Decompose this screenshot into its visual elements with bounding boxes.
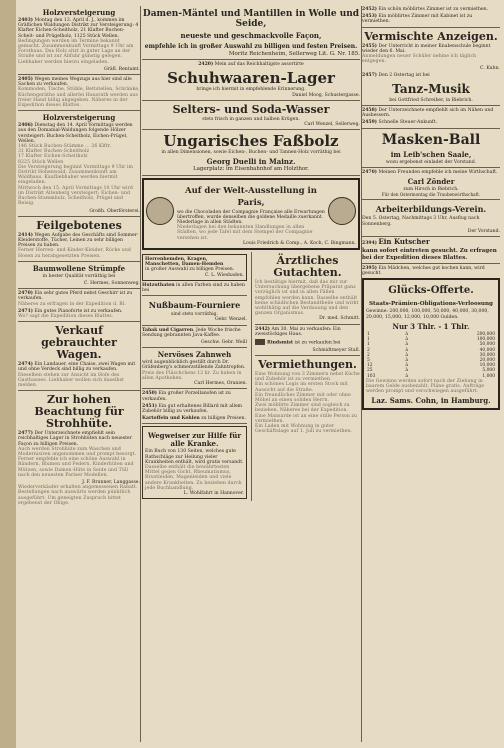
lottery-amount: 50,000 — [479, 342, 495, 348]
sale-body: 2414) Wegen Aufgabe des Geschäfts sind Sommer-Kleiderstoffe, Tücher, Leinen zu sehr billigen Preisen zu haben. Ferner Herren- und Kinder-Kleider, Röcke und Hosen zu herabgesetzten Preisen. — [18, 232, 139, 259]
lottery-count: 2 — [367, 352, 370, 358]
lottery-row: 1 à 50,000 — [367, 342, 495, 348]
shoes-title: Schuhwaaren-Lager — [167, 69, 335, 88]
lottery-row: 25 à 5,000 — [367, 368, 495, 374]
lottery-count: 1 — [367, 342, 370, 348]
medal-icon — [328, 197, 356, 225]
lottery-count: 25 — [367, 368, 373, 374]
page-spine — [0, 0, 16, 748]
paris-exhibition-ad: Auf der Welt-Ausstellung in Paris, wo die Chocoladen der Compagnie Française alle Erwartungen übertroffen, wurde denselben die goldene Medaille zuerkannt. Niederlage in allen Städten. Niederlagen bei den bekannten Handlungen in allen Städten, wo jede Tafel mit dem Stempel der Compagnie versehen ist. Louis Friedrich & Comp., A. Koch, C. Bingmann. — [142, 178, 360, 250]
column-2: Damen-Mäntel und Mantillen in Wolle und Seide, neueste und geschmackvolle Façon, empfehle ich in großer Auswahl zu billigen und festen Preisen. Moritz Reichenheim, Sellerweg Lit. G. Nr. 185. 2420) Mein auf das Reichhaltigste assortirte Schuhwaaren-Lager bringe ich hiermit in empfehlende Erinnerung. Daniel Moog, Schustergasse. Selters- und Soda-Wasser stets frisch in ganzen und halben Krügen. Carl Wenzel, Sellerweg. Ungarisches Faßbolz in allen Dimensionen, sowie Eichen-, Buchen- und Tannen-Holz vorräthig bei Georg Duelli in Mainz. Lagerplatz: im Eisenbahnhof am Holzthor. Auf der Welt-Ausstellung in Paris, wo die Chocoladen der Compagnie Française alle Erwartungen übertroffen, wurde denselben die goldene Medaille zuerkannt. Niederlage in allen Städten. Niederlagen bei den bekannten Handlungen in allen Städten, wo jede Tafel mit dem Stempel der Compagnie versehen ist. Louis Friedrich & Comp., A. Koch, C. Bingmann. Herrenhemden, Kragen, Manschetten, Damen-Hemden in großer Auswahl zu billigen Preisen. C. L. Wiesbaden. Hutzuthaten in allen Farben sind zu haben bei Nußbaum-Fourniere sind stets vorräthig. Gebr. Wenzel. Tabak und Cigarren. Jede Woche frische Sendung gebrannten Java-Kaffee. Geschw. Gebr. Weill Nervöses Zahnweh wird augenblicklich gestillt durch Dr. Gräfenberg's schmerzstillende Zahntropfen. Preis des Fläschchens 12 kr. Zu haben in allen Apotheken. Carl Hermes, Oranien. 2450) Ein großer Porzellanofen ist zu verkaufen. 2451) Ein gut erhaltenes Billard mit allem Zubehör billig zu verkaufen. Kartoffeln und Kohlen zu billigen Preisen. Wegweiser zur Hilfe für alle Kranke. Ein Buch von 130 Seiten, welches gute Rathschläge zur Heilung vieler Krankheiten enthält, wird gratis versandt. Dasselbe enthält die bewährtesten Mittel gegen Gicht, Rheumatismus, Brustleiden, Magenleiden und viele andere Krankheiten. Zu beziehen durch jede Buchhandlung. L. Wohlfahrt in Hannover. Ärztliches Gutachten. Ich bestätige hiermit, daß das mir zur Untersuchung übergebene Präparat ganz vorzüglich ist und in allen Fällen empfohlen werden kann. Dasselbe enthält keine schädlichen Bestandtheile und wirkt wohlthätig auf die Verdauung und den ganzen Organismus. Dr. med. Schmitt. 2442) Am 30. Mai zu verkaufen: Ein zweistöckiges Haus. Rindsmist ist zu verkaufen bei Schmidtmeyer Stall. Vermiethungen. Eine Wohnung von 3 Zimmern nebst Küche und Zubehör ist zu vermiethen. Ein schönes Logis im ersten Stock mit Aussicht auf die Straße. Ein freundliches Zimmer mit oder ohne Möbel an einen soliden Herrn. Zwei möblirte Zimmer sind sogleich zu beziehen. Näheres bei der Expedition. Eine Mansarde ist an eine stille Person zu vermiethen. Ein Laden mit Wohnung in guter Geschäftslage auf 1. Juli zu vermiethen. — [142, 6, 360, 742]
auction-1-body: 2403) Montag den 13. April d. J., kommen im Gräflichen Waldungen Distrikt zur Versteigerung: 4 Klafter Eichen-Scheitholz, 21 Klafter Buchen-Scheit- und Prügelholz, 1125 Stück Wellen. Bedingungen werden im Termine bekannt gemacht. Zusammenkunft Vormittags 9 Uhr am Forsthaus. Das Holz sitzt in guter Lage an der Straße und ist zur Abfuhr günstig gelegen. Liebhaber werden hierzu eingeladen. — [18, 18, 139, 65]
heading-mixed: Vermischte Anzeigen. — [364, 29, 498, 43]
water-title: Selters- und Soda-Wasser — [172, 102, 330, 116]
pointing-hand-icon — [255, 339, 265, 345]
notice-2405: 2405) Wegen meines Wegzugs aus hier sind alle Sachen zu verkaufen. Kommoden, Tische, Stühle, Bettstellen, Schränke, Küchengeräthe und allerlei Hausrath werden aus freier Hand billig abgegeben. Näheres in der Expedition dieses Blattes. — [18, 77, 140, 109]
column-3: 2452) Ein schön möblirtes Zimmer ist zu vermiethen. 2453) Ein möblirtes Zimmer mit Kabinet ist zu vermiethen. Vermischte Anzeigen. 2455) Der Unterricht in meiner Knabenschule beginnt wieder den 6. Mai. Anmeldungen neuer Schüler nehme ich täglich entgegen. C. Kuhn. 2457) Den 2 Ostertag ist bei Tanz-Musik bei Gottfried Schreiber, in Biebrich. 2458) Der Unterzeichnete empfiehlt sich im Nähen und Ausbessern. 2459) Schnelle Steuer-Ankunft. Masken-Ball im Leib'schen Saale, wozu ergebenst einladet der Vorstand. 2470) Meinen Freunden empfehle ich meine Wirthschaft. Carl Zönder zum Hirsch in Biebrich. Für den Ostermontag die Traubenwirthschaft. Arbeiterbildungs-Verein. Den 5. Ostertag, Nachmittags 3 Uhr, Ausflug nach Sonnenberg. Der Vorstand. 2394) Ein Kutscher kann sofort eintreten gesucht. Zu erfragen bei der Expedition dieses Blattes. 2395) Ein Mädchen, welches gut kochen kann, wird gesucht. Glücks-Offerte. Staats-Prämien-Obligations-Verloosung Gewinne: 200,000, 100,000, 50,000, 40,000, 30,000, 20,000, 15,000, 12,000, 10,000 Gulden. Nur 3 Thlr. - 1 Thlr. 1 à 200,000 1 à 100,000 1 à 50,000 2 à 40,000 2 à 30,000 5 à 20,000 12 à 10,000 25 à 5,000 103 à 1,000 Die Gewinne werden sofort nach der Ziehung in baarem Gelde ausbezahlt. Pläne gratis. Aufträge werden prompt und verschwiegen ausgeführt. Laz. Sams. Cohn, in Hamburg. — [362, 6, 500, 742]
lottery-amount: 20,000 — [479, 357, 495, 363]
lottery-amount: 40,000 — [479, 347, 495, 353]
mantle-ad-line-3: empfehle ich in großer Auswahl zu billigen und festen Preisen. — [144, 43, 358, 50]
heading-auction-1: Holzversteigerung — [42, 8, 116, 17]
medal-icon — [146, 197, 174, 225]
lottery-amount: 5,000 — [482, 368, 495, 374]
lottery-row: 1 à 200,000 — [367, 331, 495, 337]
heading-straw-hats: Zur hohen Beachtung für Strohhüte. — [34, 393, 124, 431]
heading-for-sale: Feilgebotenes — [36, 218, 122, 232]
masked-ball-title: Masken-Ball — [381, 131, 481, 148]
cask-wood-title: Ungarisches Faßbolz — [163, 132, 339, 151]
workers-association-title: Arbeiterbildungs-Verein. — [375, 204, 487, 215]
heading-auction-2: Holzversteigerung — [42, 113, 116, 123]
notice-2471: 2471) Ein gutes Pianoforte ist zu verkaufen. Wo? sagt die Expedition dieses Blattes. — [18, 308, 123, 319]
lottery-row: 2 à 30,000 — [367, 352, 495, 358]
lottery-amount: 100,000 — [476, 337, 495, 343]
health-guide-ad: Wegweiser zur Hilfe für alle Kranke. Ein Buch von 130 Seiten, welches gute Rathschläge zur Heilung vieler Krankheiten enthält, wird gratis versandt. Dasselbe enthält die bewährtesten Mittel gegen Gicht, Rheumatismus, Brustleiden, Magenleiden und viele andere Krankheiten. Zu beziehen durch jede Buchhandlung. L. Wohlfahrt in Hannover. — [142, 426, 247, 499]
lottery-row: 103 à 1,000 — [367, 373, 495, 379]
notice-2442: 2442) Am 30. Mai zu verkaufen: Ein zweistöckiges Haus. — [255, 326, 341, 337]
lottery-amount: 10,000 — [479, 363, 495, 369]
lottery-prize-table — [366, 332, 496, 379]
heading-carriages: Verkauf gebrauchter Wagen. — [41, 324, 117, 362]
auction-2-body: 2406) Dienstag den 14. April Vormittags werden aus den Domanial-Waldungen folgende Hölzer versteigert: Buchen-Scheitholz, Eichen-Prügel, Wellen. 146 Stück Buchen-Stämme ... 26 Klftr. 31 Klafter Buchen-Scheitholz 17 Klafter Eichen-Scheitholz 8225 Stück Wellen Die Versteigerung beginnt Vormittags 9 Uhr im Distrikt Hohenwald; Zusammenkunft am Waldhaus. Kaufliebhaber werden hiermit eingeladen. Mittwoch den 15. April Vormittags 10 Uhr wird im Distrikt Altenberg versteigert: Eichen- und Buchen-Stammholz, Scheitholz, Prügel und Reisig. — [18, 123, 134, 207]
lottery-row: 1 à 100,000 — [367, 337, 495, 343]
lottery-amount: 200,000 — [476, 331, 495, 337]
lottery-amount: 30,000 — [479, 352, 495, 358]
notice-2470: 2470) Ein sehr gutes Pferd nebst Geschirr ist zu verkaufen. Näheres zu erfragen in der Expedition d. Bl. — [18, 291, 133, 307]
lottery-count: 103 — [367, 373, 376, 379]
lottery-count: 2 — [367, 347, 370, 353]
column-1: Holzversteigerung 2403) Montag den 13. April d. J., kommen im Gräflichen Waldungen Distrikt zur Versteigerung: 4 Klafter Eichen-Scheitholz, 21 Klafter Buchen-Scheit- und Prügelholz, 1125 Stück Wellen. Bedingungen werden im Termine bekannt gemacht. Zusammenkunft Vormittags 9 Uhr am Forsthaus. Das Holz sitzt in guter Lage an der Straße und ist zur Abfuhr günstig gelegen. Liebhaber werden hierzu eingeladen. Gräfl. Rentamt. 2405) Wegen meines Wegzugs aus hier sind alle Sachen zu verkaufen. Kommoden, Tische, Stühle, Bettstellen, Schränke, Küchengeräthe und allerlei Hausrath werden aus freier Hand billig abgegeben. Näheres in der Expedition dieses Blattes. Holzversteigerung 2406) Dienstag den 14. April Vormittags werden aus den Domanial-Waldungen folgende Hölzer versteigert: Buchen-Scheitholz, Eichen-Prügel, Wellen. 146 Stück Buchen-Stämme ... 26 Klftr. 31 Klafter Buchen-Scheitholz 17 Klafter Eichen-Scheitholz 8225 Stück Wellen Die Versteigerung beginnt Vormittags 9 Uhr im Distrikt Hohenwald; Zusammenkunft am Waldhaus. Kaufliebhaber werden hiermit eingeladen. Mittwoch den 15. April Vormittags 10 Uhr wird im Distrikt Altenberg versteigert: Eichen- und Buchen-Stammholz, Scheitholz, Prügel und Reisig. Großh. Oberförsterei. Feilgebotenes 2414) Wegen Aufgabe des Geschäfts sind Sommer-Kleiderstoffe, Tücher, Leinen zu sehr billigen Preisen zu haben. Ferner Herren- und Kinder-Kleider, Röcke und Hosen zu herabgesetzten Preisen. Baumwollene Strümpfe in bester Qualität vorräthig bei C. Hermes, Sonnenweg. 2470) Ein sehr gutes Pferd nebst Geschirr ist zu verkaufen. Näheres zu erfragen in der Expedition d. Bl. 2471) Ein gutes Pianoforte ist zu verkaufen. Wo? sagt die Expedition dieses Blattes. Verkauf gebrauchter Wagen. 2474) Ein Landauer, eine Chaise, zwei Wagen mit und ohne Verdeck sind billig zu verkaufen. Dieselben stehen zur Ansicht im Hofe des Gasthauses. Liebhaber wollen sich daselbst melden. Zur hohen Beachtung für Strohhüte. 2477) Der Unterzeichnete empfiehlt sein reichhaltiges Lager in Strohhüten nach neuester Façon zu billigen Preisen. Auch werden Strohhüte zum Waschen und Modernisiren angenommen und prompt besorgt. Ferner empfehle ich eine schöne Auswahl in Bändern, Blumen und Federn, Kinderhüten und Mützen, sowie Damen-Hüte in Seide und Tüll nach den neuesten Pariser Modellen. J. F. Brunner, Langgasse. Wiederverkäufer erhalten angemessenen Rabatt. Bestellungen nach auswärts werden pünktlich ausgeführt. Um geneigten Zuspruch bittet ergebenst der Obige. — [18, 8, 140, 506]
mantle-ad-line-1: Damen-Mäntel und Mantillen in Wolle und Seide, — [142, 9, 360, 29]
heading-stockings: Baumwollene Strümpfe — [32, 263, 126, 273]
lottery-offer: Glücks-Offerte. Staats-Prämien-Obligations-Verloosung Gewinne: 200,000, 100,000, 50,000, 40,000, 30,000, 20,000, 15,000, 12,000, 10,000 Gulden. Nur 3 Thlr. - 1 Thlr. 1 à 200,000 1 à 100,000 1 à 50,000 2 à 40,000 2 à 30,000 5 à 20,000 12 à 10,000 25 à 5,000 103 à 1,000 Die Gewinne werden sofort nach der Ziehung in baarem Gelde ausbezahlt. Pläne gratis. Aufträge werden prompt und verschwiegen ausgeführt. Laz. Sams. Cohn, in Hamburg. — [362, 278, 500, 410]
mantle-ad-line-2: neueste und geschmackvolle Façon, — [180, 31, 322, 40]
lottery-row: 12 à 10,000 — [367, 363, 495, 369]
lottery-amount: 1,000 — [482, 373, 495, 379]
lottery-count: 5 — [367, 357, 370, 363]
lottery-count: 1 — [367, 331, 370, 337]
lottery-count: 1 — [367, 337, 370, 343]
dance-music-title: Tanz-Musik — [392, 81, 470, 96]
lottery-row: 5 à 20,000 — [367, 357, 495, 363]
shirts-ad: Herrenhemden, Kragen, Manschetten, Damen-Hemden in großer Auswahl zu billigen Preisen. C. L. Wiesbaden. — [142, 254, 247, 281]
lottery-count: 12 — [367, 363, 373, 369]
lottery-row: 2 à 40,000 — [367, 347, 495, 353]
